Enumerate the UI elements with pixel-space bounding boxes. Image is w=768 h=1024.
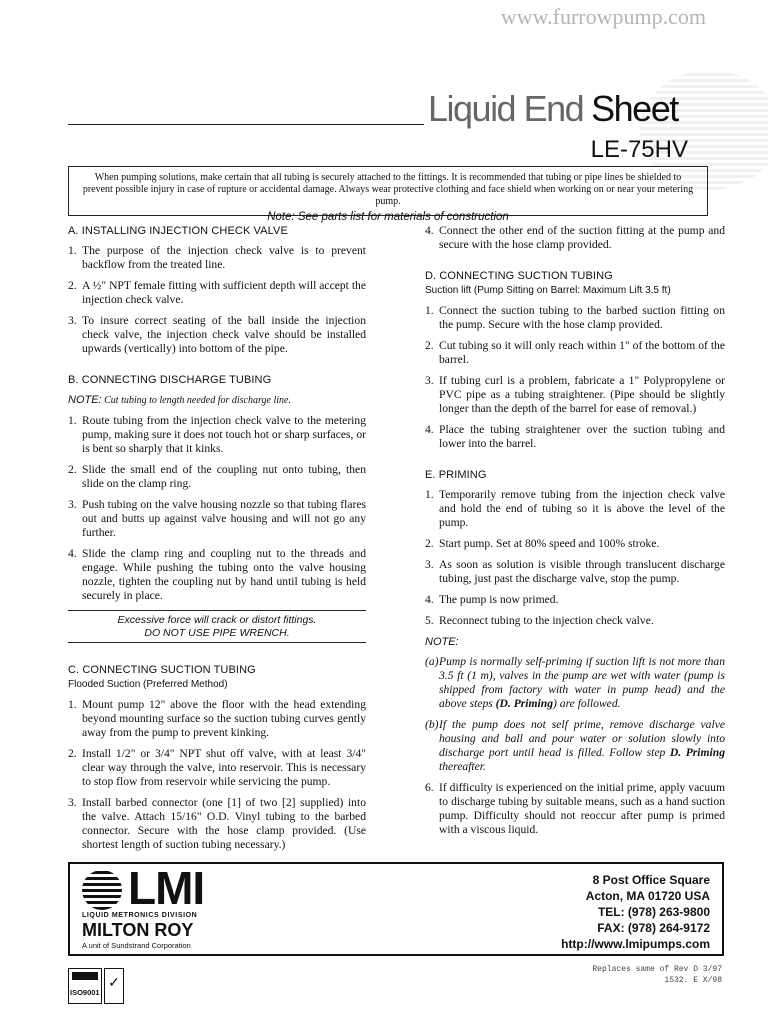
section-b-heading: B. CONNECTING DISCHARGE TUBING xyxy=(68,374,272,386)
warning-line-2: DO NOT USE PIPE WRENCH. xyxy=(144,627,290,639)
list-item xyxy=(68,547,366,603)
iso-badge-icon xyxy=(68,968,102,1004)
right-column xyxy=(425,224,725,844)
item-text: The pump is now primed. xyxy=(439,593,559,606)
document-code: 1532. E X/98 xyxy=(664,976,722,985)
section-c-heading: C. CONNECTING SUCTION TUBING xyxy=(68,664,256,676)
item-number: 1. xyxy=(68,244,77,257)
list-item xyxy=(425,488,725,530)
section-c-subheading: Flooded Suction (Preferred Method) xyxy=(68,679,228,690)
item-number: 3. xyxy=(68,796,77,809)
item-text: Place the tubing straightener over the suction tubing and lower into the barrel. xyxy=(439,423,725,450)
item-number: 2. xyxy=(68,463,77,476)
item-number: (b) xyxy=(425,718,439,731)
item-text: If tubing curl is a problem, fabricate a 1" Polypropylene or PVC pipe as a tubing straightener. (Pipe should be slightly longer than the depth of the barrel for ease of removal.) xyxy=(439,374,725,415)
item-text: Cut tubing so it will only reach within 1" of the bottom of the barrel. xyxy=(439,339,725,366)
revision-info xyxy=(592,964,722,986)
section-b-list xyxy=(68,414,366,603)
address-line-2: Acton, MA 01720 USA xyxy=(585,889,710,903)
list-item xyxy=(425,781,725,837)
iso-label: ISO9001 xyxy=(70,988,100,997)
page-title xyxy=(428,88,678,130)
section-d-heading: D. CONNECTING SUCTION TUBING xyxy=(425,270,613,282)
certification-seal-icon: ✓ xyxy=(104,968,124,1004)
item-text: Connect the suction tubing to the barbed suction fitting on the pump. Secure with the hose clamp provided. xyxy=(439,304,725,331)
watermark-url: www.furrowpump.com xyxy=(500,4,706,29)
item-text: Connect the other end of the suction fitting at the pump and secure with the hose clamp provided. xyxy=(439,224,725,251)
item-text: Pump is normally self-priming if suction lift is not more than 3.5 ft (1 m), valves in the pump are wet with water (pump is shipped from factory with water in pump head) and the above steps (D. Priming) are followed. xyxy=(439,655,725,710)
item-text: Slide the clamp ring and coupling nut to the threads and engage. While pushing the tubing onto the valve housing nozzle, tighten the coupling nut by hand until tubing is held securely in place. xyxy=(82,547,366,602)
item-number: 2. xyxy=(68,279,77,292)
list-item xyxy=(425,537,725,551)
item-text: Temporarily remove tubing from the injection check valve and hold the end of tubing so it is above the level of the pump. xyxy=(439,488,725,529)
warning-box xyxy=(68,610,366,643)
item-number: 1. xyxy=(68,698,77,711)
item-number: (a) xyxy=(425,655,439,668)
item-text: A ½" NPT female fitting with sufficient depth will accept the injection check valve. xyxy=(82,279,366,306)
item-number: 2. xyxy=(68,747,77,760)
item-text: Push tubing on the valve housing nozzle so that tubing flares out and butts up against valve housing and will not go any further. xyxy=(82,498,366,539)
list-item xyxy=(68,414,366,456)
address-block xyxy=(561,872,710,952)
item-number: 3. xyxy=(68,498,77,511)
title-rule xyxy=(68,124,424,125)
section-b-note xyxy=(68,393,366,408)
item-number: 5. xyxy=(425,614,434,627)
item-number: 4. xyxy=(425,224,434,237)
item-number: 3. xyxy=(68,314,77,327)
section-c-list xyxy=(68,698,366,852)
brand-name: MILTON ROY xyxy=(82,920,194,940)
list-item xyxy=(425,593,725,607)
section-a-heading: A. INSTALLING INJECTION CHECK VALVE xyxy=(68,225,288,237)
lmi-logo: LMI xyxy=(128,862,205,914)
phone: TEL: (978) 263-9800 xyxy=(597,905,710,919)
list-item xyxy=(425,224,725,252)
item-text: Mount pump 12" above the floor with the head extending beyond mounting surface so the suction tubing curves gently away from the pump to prevent kinking. xyxy=(82,698,366,739)
title-light: Liquid End xyxy=(428,88,584,129)
item-number: 2. xyxy=(425,537,434,550)
list-item xyxy=(425,304,725,332)
item-number: 4. xyxy=(425,593,434,606)
item-text: To insure correct seating of the ball inside the injection check valve, the injection check valve should be installed upwards (vertically) into bottom of the pipe. xyxy=(82,314,366,355)
item-number: 1. xyxy=(425,488,434,501)
item-number: 2. xyxy=(425,339,434,352)
address-line-1: 8 Post Office Square xyxy=(592,873,710,887)
left-column xyxy=(68,224,366,859)
item-number: 6. xyxy=(425,781,434,794)
item-number: 3. xyxy=(425,558,434,571)
item-number: 1. xyxy=(68,414,77,427)
list-item xyxy=(68,698,366,740)
section-a-list xyxy=(68,244,366,356)
priming-notes-list xyxy=(425,655,725,774)
section-c-continued-list xyxy=(425,224,725,252)
model-number: LE-75HV xyxy=(590,136,688,163)
section-d-subheading: Suction lift (Pump Sitting on Barrel: Maximum Lift 3.5 ft) xyxy=(425,285,671,296)
list-item xyxy=(425,558,725,586)
item-text: Route tubing from the injection check valve to the metering pump, making sure it does not touch hot or sharp surfaces, or is bent so sharply that it kinks. xyxy=(82,414,366,455)
safety-notice-box xyxy=(68,166,708,223)
list-item xyxy=(68,314,366,356)
division-name: LIQUID METRONICS DIVISION xyxy=(82,912,198,919)
item-text: Start pump. Set at 80% speed and 100% stroke. xyxy=(439,537,660,550)
safety-notice-text: When pumping solutions, make certain that all tubing is securely attached to the fittings. It is recommended that tubing or pipe lines be shielded to prevent possible injury in case of rupture or accidental damage. Always wear protective clothing and face shield when working on or near your metering pump. xyxy=(82,172,694,207)
item-text: Slide the small end of the coupling nut onto tubing, then slide on the clamp ring. xyxy=(82,463,366,490)
section-e-continued-list xyxy=(425,781,725,837)
item-text: Install barbed connector (one [1] of two [2] supplied) into the valve. Attach 15/16" O.D. Vinyl tubing to the barbed connector. Secure with the hose clamp provided. (Use shortest length of suction tubing necessary.) xyxy=(82,796,366,851)
globe-logo-icon xyxy=(82,870,122,910)
item-text: Install 1/2" or 3/4" NPT shut off valve, with at least 3/4" clear way through the valve, into reservoir. This is necessary to stop flow from reservoir while servicing the pump. xyxy=(82,747,366,788)
list-item xyxy=(425,339,725,367)
parent-company: A unit of Sundstrand Corporation xyxy=(82,941,191,950)
section-e-heading: E. PRIMING xyxy=(425,469,487,481)
list-item xyxy=(425,718,725,774)
list-item xyxy=(425,423,725,451)
section-e-list xyxy=(425,488,725,628)
section-d-list xyxy=(425,304,725,451)
item-number: 1. xyxy=(425,304,434,317)
list-item xyxy=(68,244,366,272)
item-number: 3. xyxy=(425,374,434,387)
list-item xyxy=(425,614,725,628)
item-text: As soon as solution is visible through translucent discharge tubing, just past the discharge valve, stop the pump. xyxy=(439,558,725,585)
note-text: Cut tubing to length needed for discharge line. xyxy=(101,395,291,406)
list-item xyxy=(68,796,366,852)
replaces-text: Replaces same of Rev D 3/97 xyxy=(592,965,722,974)
item-text: If difficulty is experienced on the initial prime, apply vacuum to discharge tubing by suitable means, such as a hand suction pump. Difficulty should not reoccur after pump is primed with a viscous liquid. xyxy=(439,781,725,836)
item-text: If the pump does not self prime, remove discharge valve housing and ball and pour water or solution slowly into discharge port until head is filled. Follow step D. Priming thereafter. xyxy=(439,718,726,773)
item-number: 4. xyxy=(425,423,434,436)
list-item xyxy=(68,747,366,789)
list-item xyxy=(425,655,725,711)
list-item xyxy=(68,279,366,307)
warning-line-1: Excessive force will crack or distort fittings. xyxy=(117,614,317,626)
item-text: Reconnect tubing to the injection check valve. xyxy=(439,614,654,627)
list-item xyxy=(68,498,366,540)
title-bold: Sheet xyxy=(591,88,678,129)
materials-note: Note: See parts list for materials of construction xyxy=(267,211,509,223)
website-link[interactable]: http://www.lmipumps.com xyxy=(561,937,710,951)
priming-note-label: NOTE: xyxy=(425,636,459,648)
note-label: NOTE: xyxy=(68,394,102,406)
item-number: 4. xyxy=(68,547,77,560)
list-item xyxy=(425,374,725,416)
fax: FAX: (978) 264-9172 xyxy=(597,921,710,935)
item-text: The purpose of the injection check valve is to prevent backflow from the treated line. xyxy=(82,244,366,271)
list-item xyxy=(68,463,366,491)
